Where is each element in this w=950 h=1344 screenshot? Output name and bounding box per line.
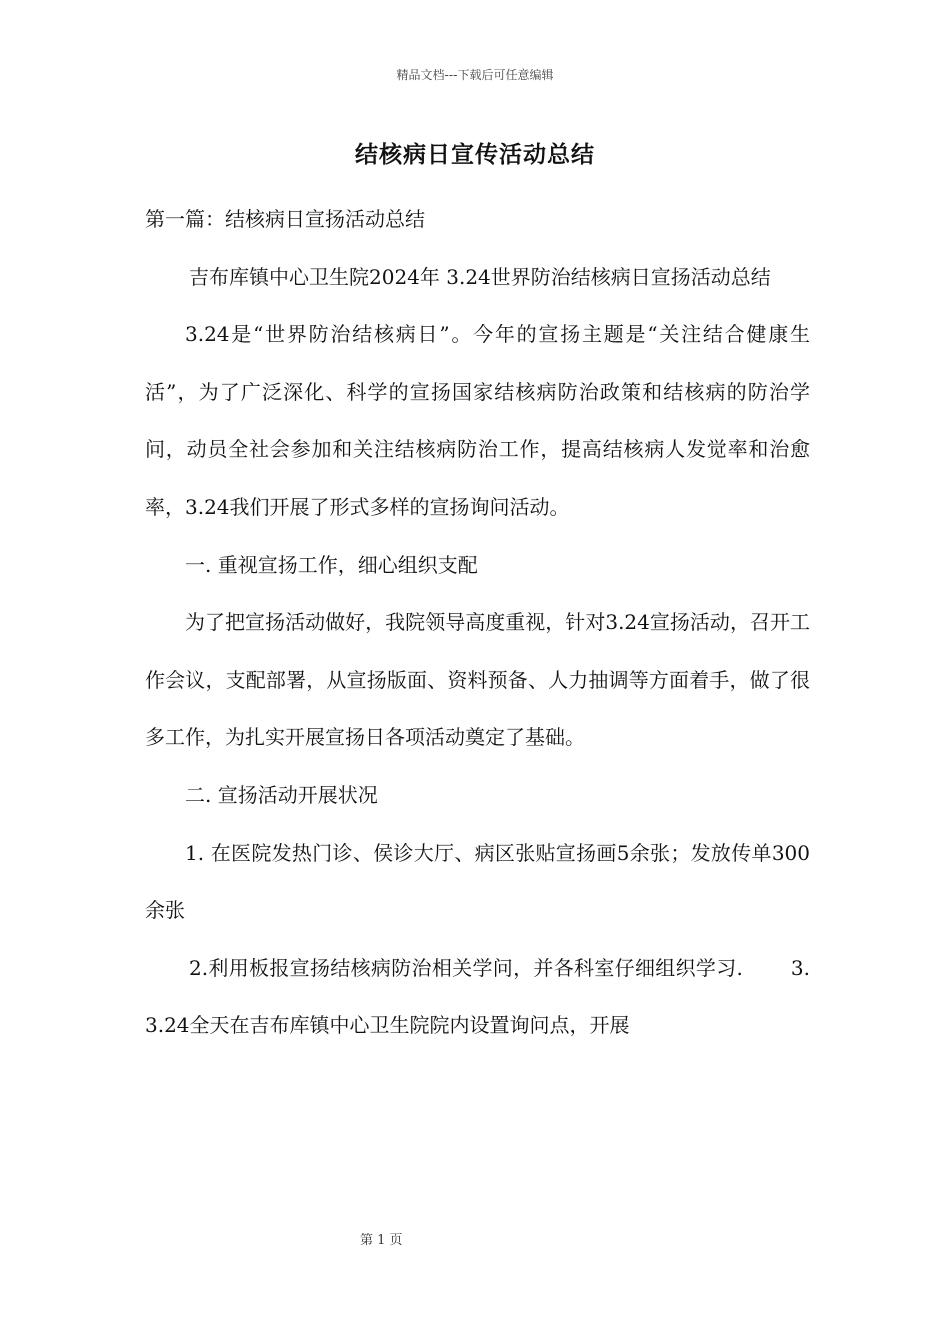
list-item-consultation: 3. 3.24全天在吉布库镇中心卫生院院内设置询问点，开展: [145, 955, 810, 1038]
paragraph-organization: 为了把宣扬活动做好，我院领导高度重视，针对3.24宣扬活动，召开工作会议，支配部署，从宣扬版面、资料预备、人力抽调等方面着手，做了很多工作，为扎实开展宣扬日各项活动奠定了基础。: [145, 610, 810, 750]
heading-part-two: 二. 宣扬活动开展状况: [185, 782, 378, 807]
page-header: 精品文档---下载后可任意编辑: [396, 68, 554, 82]
paragraph-intro: 吉布库镇中心卫生院2024年 3.24世界防治结核病日宣扬活动总结: [189, 264, 771, 289]
paragraph-background: 3.24是“世界防治结核病日”。今年的宣扬主题是“关注结合健康生活”，为了广泛深化、科学的宣扬国家结核病防治政策和结核病的防治学问，动员全社会参加和关注结核病防治工作，提高结核病人发觉率和治愈率，3.24我们开展了形式多样的宣扬询问活动。: [145, 322, 810, 519]
list-item-blackboard: [145, 940, 810, 1055]
document-title: 结核病日宣传活动总结: [355, 142, 595, 168]
page-number: 第 1 页: [360, 1233, 403, 1248]
list-item-posters: 1. 在医院发热门诊、侯诊大厅、病区张贴宣扬画5余张；发放传单300余张: [145, 840, 810, 923]
document-body: [145, 191, 810, 1055]
section-heading: 第一篇：结核病日宣扬活动总结: [145, 207, 425, 231]
heading-part-one: 一. 重视宣扬工作，细心组织支配: [185, 552, 478, 577]
list-item-blackboard-text: 2.利用板报宣扬结核病防治相关学问，并各科室仔细组织学习.: [189, 955, 743, 980]
